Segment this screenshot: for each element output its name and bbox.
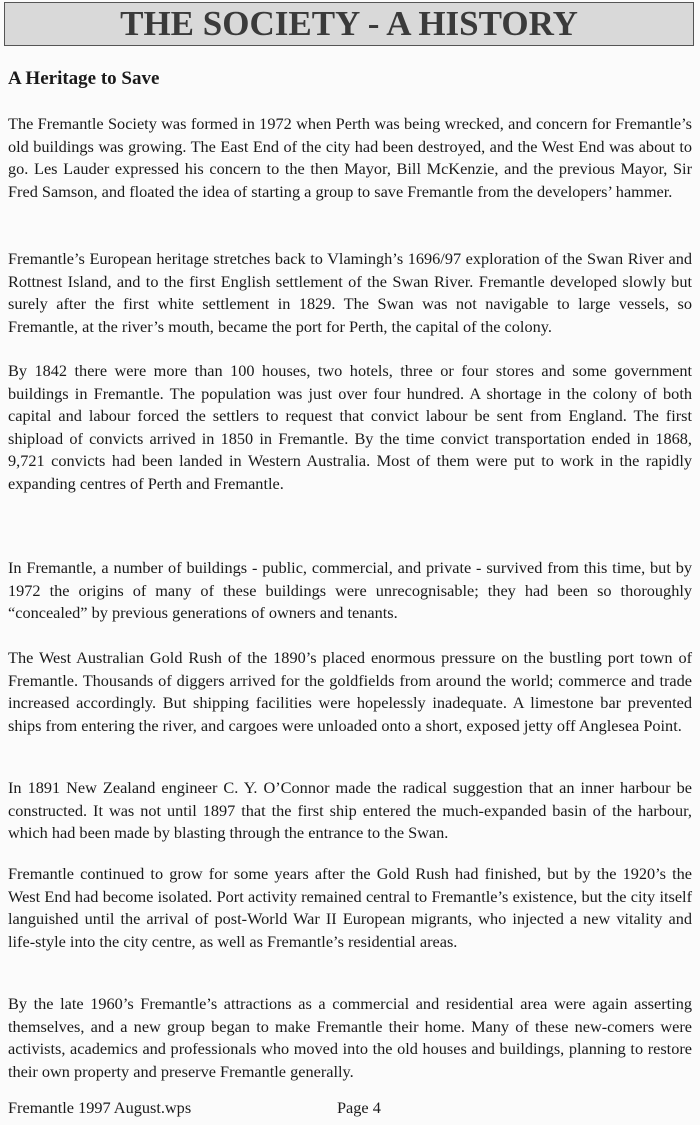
paragraph-1960s-newcomers: By the late 1960’s Fremantle’s attractions as a commercial and residential area were again asserting themselves, and a new group began to make Fremantle their home. Many of these new-comers were activists, academics and professionals who moved into the old houses and buildings, planning to restore their own property and preserve Fremantle generally.	[8, 994, 692, 1081]
paragraph-post-war: Fremantle continued to grow for some years after the Gold Rush had finished, but by the 1920’s the West End had become isolated. Port activity remained central to Fremantle’s existence, but the city itself languished until the arrival of post-World War II European migrants, who injected a new vitality and life-style into the city centre, as well as Fremantle’s residential areas.	[8, 864, 692, 951]
page-title: THE SOCIETY - A HISTORY	[120, 4, 578, 43]
paragraph-gold-rush: The West Australian Gold Rush of the 1890’s placed enormous pressure on the bustling port town of Fremantle. Thousands of diggers arrived for the goldfields from around the world; commerce and trade increased accordingly. But shipping facilities were hopelessly inadequate. A limestone bar prevented ships from entering the river, and cargoes were unloaded onto a short, exposed jetty off Anglesea Point.	[8, 648, 692, 735]
footer-page-number: Page 4	[337, 1098, 381, 1117]
section-heading: A Heritage to Save	[8, 68, 160, 89]
footer-filename: Fremantle 1997 August.wps	[8, 1098, 192, 1117]
paragraph-1842-convicts: By 1842 there were more than 100 houses, two hotels, three or four stores and some government buildings in Fremantle. The population was just over four hundred. A shortage in the colony of both capital and labour forced the settlers to request that convict labour be sent from England. The first shipload of convicts arrived in 1850 in Fremantle. By the time convict transportation ended in 1868, 9,721 convicts had been landed in Western Australia. Most of them were put to work in the rapidly expanding centres of Perth and Fremantle.	[8, 361, 692, 493]
paragraph-harbour: In 1891 New Zealand engineer C. Y. O’Connor made the radical suggestion that an inner harbour be constructed. It was not until 1897 that the first ship entered the much-expanded basin of the harbour, which had been made by blasting through the entrance to the Swan.	[8, 778, 692, 843]
paragraph-surviving-buildings: In Fremantle, a number of buildings - public, commercial, and private - survived from this time, but by 1972 the origins of many of these buildings were unrecognisable; they had been so thoroughly “concealed” by previous generations of owners and tenants.	[8, 558, 692, 623]
paragraph-european-heritage: Fremantle’s European heritage stretches back to Vlamingh’s 1696/97 exploration of the Swan River and Rottnest Island, and to the first English settlement of the Swan River. Fremantle developed slowly but surely after the first white settlement in 1829. The Swan was not navigable to large vessels, so Fremantle, at the river’s mouth, became the port for Perth, the capital of the colony.	[8, 249, 692, 336]
paragraph-founding: The Fremantle Society was formed in 1972 when Perth was being wrecked, and concern for Fremantle’s old buildings was growing. The East End of the city had been destroyed, and the West End was about to go. Les Lauder expressed his concern to the then Mayor, Bill McKenzie, and the previous Mayor, Sir Fred Samson, and floated the idea of starting a group to save Fremantle from the developers’ hammer.	[8, 114, 692, 201]
title-banner	[4, 2, 694, 46]
